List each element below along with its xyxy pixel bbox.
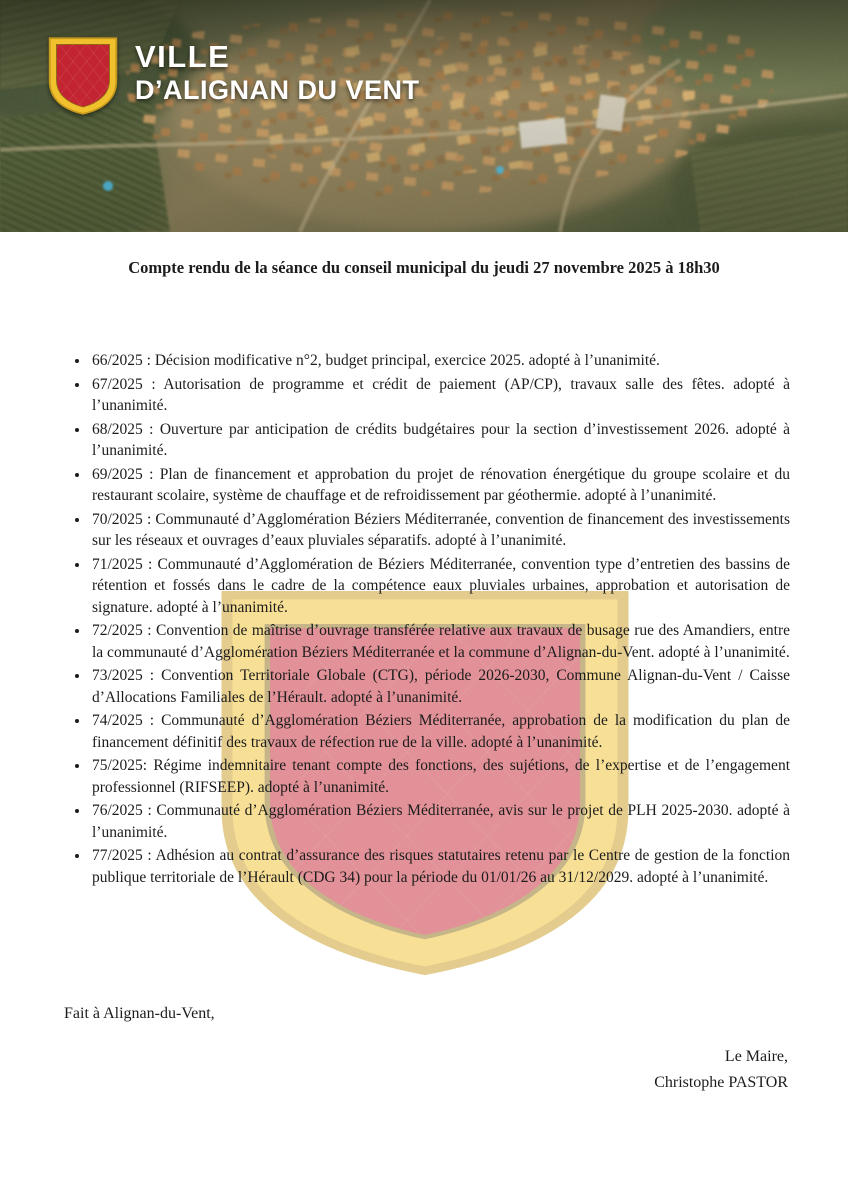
deliberation-item: • 75/2025: Régime indemnitaire tenant compte des fonctions, des sujétions, de l’expertise et de l’engagement professionnel (RIFSEEP). adopté à l’unanimité. bbox=[90, 755, 790, 798]
deliberations-list bbox=[64, 350, 790, 888]
deliberation-item: • 72/2025 : Convention de maîtrise d’ouvrage transférée relative aux travaux de busage rue des Amandiers, entre la communauté d’Agglomération Béziers Méditerranée et la commune d’Alignan-du-Vent. adopté à l’unanimité. bbox=[90, 620, 790, 663]
deliberation-item: • 69/2025 : Plan de financement et approbation du projet de rénovation énergétique du groupe scolaire et du restaurant scolaire, système de chauffage et de refroidissement par géothermie. adopté à l’unanimité. bbox=[90, 464, 790, 507]
deliberation-item: • 77/2025 : Adhésion au contrat d’assurance des risques statutaires retenu par le Centre de gestion de la fonction publique territoriale de l’Hérault (CDG 34) pour la période du 01/01/26 au 31/12/2029. adopté à l’unanimité. bbox=[90, 845, 790, 888]
deliberation-item: • 71/2025 : Communauté d’Agglomération de Béziers Méditerranée, convention type d’entretien des bassins de rétention et fossés dans le cadre de la compétence eaux pluviales urbaines, approbation et autorisation de signature. adopté à l’unanimité. bbox=[90, 554, 790, 619]
coat-of-arms-logo bbox=[46, 36, 120, 116]
deliberation-item: • 70/2025 : Communauté d’Agglomération Béziers Méditerranée, convention de financement des investissements sur les réseaux et ouvrages d’eaux pluviales séparatifs. adopté à l’unanimité. bbox=[90, 509, 790, 552]
deliberation-item: • 66/2025 : Décision modificative n°2, budget principal, exercice 2025. adopté à l’unanimité. bbox=[90, 350, 790, 372]
signature-role: Le Maire, bbox=[724, 1048, 788, 1065]
closing-line: Fait à Alignan-du-Vent, bbox=[64, 1005, 215, 1022]
deliberation-item: • 73/2025 : Convention Territoriale Globale (CTG), période 2026-2030, Commune Alignan-du-Vent / Caisse d’Allocations Familiales de l’Hérault. adopté à l’unanimité. bbox=[90, 665, 790, 708]
signature-name: Christophe PASTOR bbox=[654, 1074, 788, 1091]
commune-name-line1: VILLE bbox=[135, 39, 231, 74]
commune-name-line2: D’ALIGNAN DU VENT bbox=[135, 74, 420, 105]
commune-brand bbox=[46, 36, 420, 116]
commune-name bbox=[135, 36, 420, 105]
document-body bbox=[0, 232, 848, 1200]
signature-block bbox=[654, 1044, 788, 1096]
document-title: Compte rendu de la séance du conseil municipal du jeudi 27 novembre 2025 à 18h30 bbox=[128, 258, 720, 277]
header-banner bbox=[0, 0, 848, 232]
deliberation-item: • 74/2025 : Communauté d’Agglomération Béziers Méditerranée, approbation de la modification du plan de financement définitif des travaux de réfection rue de la ville. adopté à l’unanimité. bbox=[90, 710, 790, 753]
aerial-photo bbox=[0, 0, 848, 232]
deliberation-item: • 67/2025 : Autorisation de programme et crédit de paiement (AP/CP), travaux salle des fêtes. adopté à l’unanimité. bbox=[90, 374, 790, 417]
deliberation-item: • 68/2025 : Ouverture par anticipation de crédits budgétaires pour la section d’investissement 2026. adopté à l’unanimité. bbox=[90, 419, 790, 462]
deliberation-item: • 76/2025 : Communauté d’Agglomération Béziers Méditerranée, avis sur le projet de PLH 2025-2030. adopté à l’unanimité. bbox=[90, 800, 790, 843]
